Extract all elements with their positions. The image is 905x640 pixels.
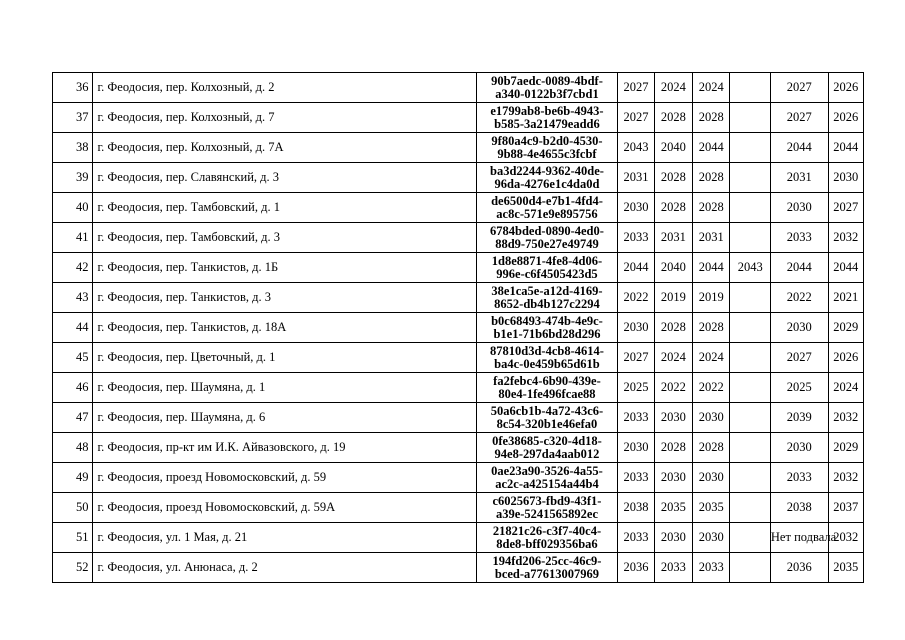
- year-cell-2: 2019: [654, 283, 692, 313]
- year-cell-4: [730, 313, 770, 343]
- row-number-cell: 45: [53, 343, 93, 373]
- year-cell-3: 2031: [693, 223, 730, 253]
- guid-line-1: 1d8e8871-4fe8-4d06-: [491, 253, 603, 268]
- guid-cell: [476, 373, 618, 403]
- guid-cell: [476, 553, 618, 583]
- year-cell-1: 2038: [618, 493, 654, 523]
- year-cell-4: [730, 193, 770, 223]
- year-cell-1: 2025: [618, 373, 654, 403]
- guid-line-2: a39e-5241565892ec: [495, 506, 598, 521]
- row-number-cell: 44: [53, 313, 93, 343]
- year-cell-2: 2040: [654, 133, 692, 163]
- year-cell-5: 2027: [770, 103, 828, 133]
- year-cell-6: 2032: [828, 223, 863, 253]
- year-cell-4: [730, 223, 770, 253]
- year-cell-2: 2028: [654, 193, 692, 223]
- table-row: [53, 193, 864, 223]
- guid-cell: [476, 253, 618, 283]
- table-row: [53, 553, 864, 583]
- address-cell: г. Феодосия, пер. Шаумяна, д. 6: [93, 403, 476, 433]
- guid-line-2: bced-a77613007969: [494, 566, 600, 581]
- year-cell-5: 2044: [770, 253, 828, 283]
- guid-line-1: de6500d4-e7b1-4fd4-: [491, 193, 603, 208]
- table-row: [53, 523, 864, 553]
- year-cell-1: 2036: [618, 553, 654, 583]
- year-cell-3: 2022: [693, 373, 730, 403]
- row-number-cell: 51: [53, 523, 93, 553]
- year-cell-6: 2032: [828, 523, 863, 553]
- address-cell: г. Феодосия, пер. Шаумяна, д. 1: [93, 373, 476, 403]
- year-cell-4: [730, 553, 770, 583]
- guid-line-2: 8de8-bff029356ba6: [496, 536, 598, 551]
- guid-line-1: 21821c26-c3f7-40c4-: [492, 523, 602, 538]
- guid-line-1: ba3d2244-9362-40de-: [490, 163, 604, 178]
- address-cell: г. Феодосия, пер. Колхозный, д. 7: [93, 103, 476, 133]
- guid-line-2: b1e1-71b6bd28d296: [493, 326, 601, 341]
- year-cell-4: [730, 523, 770, 553]
- table-row: [53, 343, 864, 373]
- address-cell: г. Феодосия, пер. Колхозный, д. 7А: [93, 133, 476, 163]
- guid-line-1: 0fe38685-c320-4d18-: [492, 433, 602, 448]
- address-cell: г. Феодосия, пер. Цветочный, д. 1: [93, 343, 476, 373]
- year-cell-4: [730, 343, 770, 373]
- row-number-cell: 38: [53, 133, 93, 163]
- year-cell-3: 2033: [693, 553, 730, 583]
- year-cell-4: [730, 163, 770, 193]
- year-cell-6: 2037: [828, 493, 863, 523]
- year-cell-4: [730, 403, 770, 433]
- address-cell: г. Феодосия, пер. Танкистов, д. 3: [93, 283, 476, 313]
- guid-cell: [476, 193, 618, 223]
- year-cell-1: 2027: [618, 343, 654, 373]
- guid-line-1: 6784bded-0890-4ed0-: [490, 223, 604, 238]
- address-cell: г. Феодосия, пер. Колхозный, д. 2: [93, 73, 476, 103]
- year-cell-3: 2028: [693, 193, 730, 223]
- guid-line-2: 80e4-1fe496fcae88: [498, 386, 596, 401]
- guid-line-1: 50a6cb1b-4a72-43c6-: [490, 403, 604, 418]
- year-cell-2: 2040: [654, 253, 692, 283]
- guid-line-1: 87810d3d-4cb8-4614-: [490, 343, 604, 358]
- row-number-cell: 41: [53, 223, 93, 253]
- year-cell-6: 2032: [828, 463, 863, 493]
- guid-line-2: 9b88-4e4655c3fcbf: [497, 146, 597, 161]
- year-cell-3: 2044: [693, 133, 730, 163]
- year-cell-6: 2032: [828, 403, 863, 433]
- address-cell: г. Феодосия, ул. Анюнаса, д. 2: [93, 553, 476, 583]
- address-cell: г. Феодосия, проезд Новомосковский, д. 59: [93, 463, 476, 493]
- year-cell-1: 2030: [618, 313, 654, 343]
- year-cell-5: 2033: [770, 463, 828, 493]
- year-cell-1: 2043: [618, 133, 654, 163]
- guid-line-2: a340-0122b3f7cbd1: [495, 86, 599, 101]
- guid-line-2: ba4c-0e459b65d61b: [494, 356, 600, 371]
- year-cell-1: 2033: [618, 403, 654, 433]
- year-cell-6: 2044: [828, 253, 863, 283]
- row-number-cell: 42: [53, 253, 93, 283]
- table-row: [53, 433, 864, 463]
- year-cell-6: 2027: [828, 193, 863, 223]
- housing-register-table: [52, 72, 864, 583]
- year-cell-5: 2022: [770, 283, 828, 313]
- year-cell-5: 2039: [770, 403, 828, 433]
- guid-line-1: e1799ab8-be6b-4943-: [490, 103, 604, 118]
- year-cell-5: 2044: [770, 133, 828, 163]
- year-cell-3: 2024: [693, 73, 730, 103]
- guid-cell: [476, 73, 618, 103]
- row-number-cell: 43: [53, 283, 93, 313]
- year-cell-5: 2033: [770, 223, 828, 253]
- guid-line-1: c6025673-fbd9-43f1-: [492, 493, 602, 508]
- guid-cell: [476, 433, 618, 463]
- guid-cell: [476, 313, 618, 343]
- year-cell-3: 2028: [693, 433, 730, 463]
- year-cell-6: 2021: [828, 283, 863, 313]
- guid-line-2: 96da-4276e1c4da0d: [494, 176, 600, 191]
- address-cell: г. Феодосия, пер. Танкистов, д. 18А: [93, 313, 476, 343]
- guid-line-2: ac8c-571e9e895756: [496, 206, 598, 221]
- year-cell-6: 2029: [828, 433, 863, 463]
- guid-line-2: 88d9-750e27e49749: [495, 236, 599, 251]
- year-cell-3: 2028: [693, 103, 730, 133]
- guid-line-2: 94e8-297da4aab012: [494, 446, 600, 461]
- table-row: [53, 73, 864, 103]
- year-cell-3: 2030: [693, 523, 730, 553]
- table-row: [53, 373, 864, 403]
- table-row: [53, 403, 864, 433]
- year-cell-2: 2035: [654, 493, 692, 523]
- row-number-cell: 39: [53, 163, 93, 193]
- address-cell: г. Феодосия, ул. 1 Мая, д. 21: [93, 523, 476, 553]
- table-row: [53, 493, 864, 523]
- year-cell-6: 2035: [828, 553, 863, 583]
- year-cell-3: 2028: [693, 313, 730, 343]
- year-cell-6: 2044: [828, 133, 863, 163]
- year-cell-5: 2030: [770, 313, 828, 343]
- year-cell-1: 2030: [618, 433, 654, 463]
- year-cell-4: [730, 373, 770, 403]
- year-cell-1: 2031: [618, 163, 654, 193]
- address-cell: г. Феодосия, пер. Славянский, д. 3: [93, 163, 476, 193]
- year-cell-3: 2028: [693, 163, 730, 193]
- year-cell-2: 2030: [654, 523, 692, 553]
- year-cell-2: 2028: [654, 433, 692, 463]
- year-cell-2: 2028: [654, 163, 692, 193]
- guid-cell: [476, 403, 618, 433]
- guid-line-1: b0c68493-474b-4e9c-: [491, 313, 603, 328]
- guid-line-1: 38e1ca5e-a12d-4169-: [491, 283, 603, 298]
- guid-line-1: 90b7aedc-0089-4bdf-: [491, 73, 603, 88]
- year-cell-4: [730, 493, 770, 523]
- guid-line-1: 0ae23a90-3526-4a55-: [491, 463, 603, 478]
- year-cell-6: 2026: [828, 103, 863, 133]
- year-cell-6: 2026: [828, 73, 863, 103]
- guid-cell: [476, 163, 618, 193]
- year-cell-6: 2024: [828, 373, 863, 403]
- year-cell-2: 2033: [654, 553, 692, 583]
- table-row: [53, 103, 864, 133]
- year-cell-1: 2030: [618, 193, 654, 223]
- year-cell-1: 2044: [618, 253, 654, 283]
- address-cell: г. Феодосия, проезд Новомосковский, д. 59А: [93, 493, 476, 523]
- guid-line-1: 9f80a4c9-b2d0-4530-: [491, 133, 603, 148]
- row-number-cell: 52: [53, 553, 93, 583]
- row-number-cell: 48: [53, 433, 93, 463]
- year-cell-5: 2038: [770, 493, 828, 523]
- guid-cell: [476, 463, 618, 493]
- guid-line-2: b585-3a21479eadd6: [494, 116, 600, 131]
- year-cell-3: 2030: [693, 463, 730, 493]
- year-cell-2: 2030: [654, 403, 692, 433]
- row-number-cell: 46: [53, 373, 93, 403]
- year-cell-2: 2024: [654, 73, 692, 103]
- year-cell-3: 2024: [693, 343, 730, 373]
- row-number-cell: 47: [53, 403, 93, 433]
- year-cell-6: 2029: [828, 313, 863, 343]
- guid-cell: [476, 223, 618, 253]
- address-cell: г. Феодосия, пер. Танкистов, д. 1Б: [93, 253, 476, 283]
- year-cell-5: 2030: [770, 193, 828, 223]
- year-cell-1: 2027: [618, 103, 654, 133]
- table-body: [53, 73, 864, 583]
- year-cell-5: 2025: [770, 373, 828, 403]
- year-cell-1: 2022: [618, 283, 654, 313]
- year-cell-2: 2031: [654, 223, 692, 253]
- year-cell-5: Нет подвала: [770, 523, 828, 553]
- year-cell-1: 2033: [618, 463, 654, 493]
- year-cell-4: [730, 283, 770, 313]
- year-cell-3: 2044: [693, 253, 730, 283]
- guid-line-1: 194fd206-25cc-46c9-: [492, 553, 602, 568]
- year-cell-1: 2027: [618, 73, 654, 103]
- year-cell-1: 2033: [618, 223, 654, 253]
- year-cell-2: 2024: [654, 343, 692, 373]
- guid-cell: [476, 523, 618, 553]
- year-cell-4: [730, 73, 770, 103]
- year-cell-2: 2028: [654, 103, 692, 133]
- table-row: [53, 133, 864, 163]
- year-cell-5: 2036: [770, 553, 828, 583]
- year-cell-2: 2022: [654, 373, 692, 403]
- year-cell-4: [730, 433, 770, 463]
- guid-line-2: 8c54-320b1e46efa0: [496, 416, 598, 431]
- year-cell-5: 2030: [770, 433, 828, 463]
- table-row: [53, 223, 864, 253]
- year-cell-3: 2035: [693, 493, 730, 523]
- row-number-cell: 40: [53, 193, 93, 223]
- guid-line-1: fa2febc4-6b90-439e-: [493, 373, 601, 388]
- year-cell-3: 2030: [693, 403, 730, 433]
- year-cell-5: 2031: [770, 163, 828, 193]
- address-cell: г. Феодосия, пер. Тамбовский, д. 3: [93, 223, 476, 253]
- table-row: [53, 253, 864, 283]
- year-cell-2: 2030: [654, 463, 692, 493]
- year-cell-3: 2019: [693, 283, 730, 313]
- year-cell-4: [730, 103, 770, 133]
- year-cell-4: [730, 133, 770, 163]
- guid-cell: [476, 103, 618, 133]
- table-row: [53, 313, 864, 343]
- year-cell-5: 2027: [770, 73, 828, 103]
- year-cell-1: 2033: [618, 523, 654, 553]
- year-cell-4: [730, 463, 770, 493]
- year-cell-6: 2026: [828, 343, 863, 373]
- year-cell-4: 2043: [730, 253, 770, 283]
- guid-cell: [476, 343, 618, 373]
- table-row: [53, 163, 864, 193]
- table-row: [53, 283, 864, 313]
- row-number-cell: 50: [53, 493, 93, 523]
- row-number-cell: 36: [53, 73, 93, 103]
- document-page: [52, 72, 864, 583]
- row-number-cell: 49: [53, 463, 93, 493]
- year-cell-5: 2027: [770, 343, 828, 373]
- guid-cell: [476, 493, 618, 523]
- guid-line-2: 8652-db4b127c2294: [494, 296, 600, 311]
- address-cell: г. Феодосия, пр-кт им И.К. Айвазовского, д. 19: [93, 433, 476, 463]
- year-cell-2: 2028: [654, 313, 692, 343]
- address-cell: г. Феодосия, пер. Тамбовский, д. 1: [93, 193, 476, 223]
- guid-cell: [476, 133, 618, 163]
- guid-cell: [476, 283, 618, 313]
- year-cell-6: 2030: [828, 163, 863, 193]
- row-number-cell: 37: [53, 103, 93, 133]
- table-row: [53, 463, 864, 493]
- guid-line-2: 996e-c6f4505423d5: [496, 266, 598, 281]
- guid-line-2: ac2c-a425154a44b4: [495, 476, 599, 491]
